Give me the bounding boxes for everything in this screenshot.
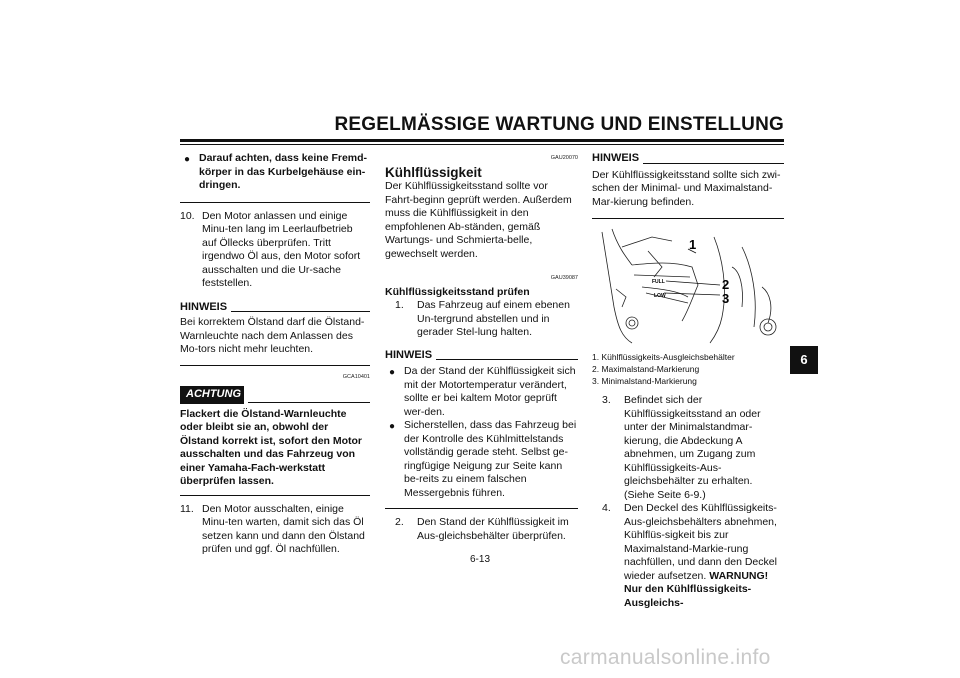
step-1 bbox=[395, 299, 578, 340]
caption-item: 2. Maximalstand-Markierung bbox=[592, 364, 700, 374]
hinweis-label: HINWEIS bbox=[592, 152, 640, 164]
full-mark: FULL bbox=[652, 279, 665, 285]
step-number: 2. bbox=[395, 516, 404, 528]
hinweis-heading bbox=[385, 349, 578, 363]
watermark: carmanualsonline.info bbox=[560, 646, 771, 669]
step-text: Den Stand der Kühlflüssigkeit im Aus-gleichsbehälter überprüfen. bbox=[417, 516, 569, 542]
caption-item: 1. Kühlflüssigkeits-Ausgleichsbehälter bbox=[592, 352, 735, 362]
bullet-dot: ● bbox=[389, 421, 396, 432]
chapter-tab: 6 bbox=[790, 346, 818, 374]
step-text: Das Fahrzeug auf einem ebenen Un-tergrund abstellen und in gerader Stel-lung halten. bbox=[417, 299, 570, 338]
column-2 bbox=[385, 152, 578, 543]
rule bbox=[180, 495, 370, 496]
hinweis-heading bbox=[592, 152, 784, 166]
code-label: GAU20070 bbox=[550, 155, 578, 161]
column-1 bbox=[180, 152, 370, 557]
step-text: Den Motor ausschalten, einige Minu-ten warten, damit sich das Öl setzen kann und dann den Ölstand prüfen und ggf. Öl nachfüllen. bbox=[202, 502, 365, 555]
low-mark: LOW bbox=[654, 293, 666, 299]
caption-item: 3. Minimalstand-Markierung bbox=[592, 376, 697, 386]
step-text: Den Deckel des Kühlflüssigkeits-Aus-gleichsbehälters abnehmen, Kühlflüs-sigkeit bis zur Maximalstand-Markie-rung nachfüllen, und dann den Deckel wieder aufsetzen. bbox=[624, 502, 777, 582]
step-text: Den Motor anlassen und einige Minu-ten lang im Leerlaufbetrieb auf Öllecks überprüfen. Tritt irgendwo Öl aus, den Motor sofort ausschalten und die Ur-sache feststellen. bbox=[202, 209, 361, 289]
bullet-foreign-bodies bbox=[180, 152, 370, 193]
coolant-reservoir-illustration bbox=[592, 227, 784, 345]
code-label: GCA10401 bbox=[342, 373, 370, 380]
step-number: 10. bbox=[180, 209, 195, 222]
step-11 bbox=[180, 503, 370, 557]
step-3 bbox=[602, 394, 784, 502]
step-number: 3. bbox=[602, 394, 611, 406]
header-rule bbox=[180, 139, 784, 142]
column-3 bbox=[592, 152, 784, 610]
step-4 bbox=[602, 502, 784, 610]
hinweis-text: Bei korrektem Ölstand darf die Ölstand-Warnleuchte nach dem Anlassen des Mo-tors nicht mehr leuchten. bbox=[180, 316, 365, 355]
achtung-text: Flackert die Ölstand-Warnleuchte oder bleibt sie an, obwohl der Ölstand korrekt ist, sofort den Motor ausschalten und das Fahrzeug von einer Yamaha-Fach-werkstatt überprüfen lassen. bbox=[180, 407, 363, 487]
bullet-item bbox=[385, 419, 578, 500]
rule bbox=[180, 202, 370, 203]
step-number: 1. bbox=[395, 299, 404, 311]
hinweis-text: Der Kühlflüssigkeitsstand sollte sich zwi-schen der Minimal- und Maximalstand-Mar-kierung befinden. bbox=[592, 168, 781, 208]
bullet-item bbox=[385, 365, 578, 419]
hinweis-label: HINWEIS bbox=[180, 300, 228, 313]
step-number: 11. bbox=[180, 502, 194, 515]
rule bbox=[385, 508, 578, 509]
coolant-reservoir-figure bbox=[592, 227, 784, 345]
callout-2: 2 bbox=[722, 277, 730, 292]
warning-text: WARNUNG! Nur den Kühlflüssigkeits-Ausgleichs- bbox=[624, 569, 769, 609]
figure-captions bbox=[592, 351, 784, 387]
step-number: 4. bbox=[602, 502, 611, 514]
sub-title: Kühlflüssigkeitsstand prüfen bbox=[385, 285, 530, 298]
achtung-label: ACHTUNG bbox=[180, 386, 244, 404]
callout-1: 1 bbox=[689, 237, 697, 252]
bullet-text: Darauf achten, dass keine Fremd-körper in das Kurbelgehäuse ein-dringen. bbox=[199, 152, 368, 191]
bullet-text: Da der Stand der Kühlflüssigkeit sich mit der Motortemperatur verändert, sollte er bei kaltem Motor geprüft wer-den. bbox=[404, 365, 576, 418]
step-2 bbox=[395, 516, 578, 543]
header-rule-thin bbox=[180, 144, 784, 145]
bullet-text: Sicherstellen, dass das Fahrzeug bei der Kontrolle des Kühlmittelstands vollständig gerade steht. Selbst ge-ringfügige Neigung zur Seite kann be-reits zu einem falschen Messergebnis führen. bbox=[404, 419, 577, 499]
step-text: Befindet sich der Kühlflüssigkeitsstand an oder unter der Minimalstandmar-kierung, die Abdeckung A abnehmen, um Zugang zum Kühlflüssigkeits-Aus-gleichsbehälter zu erhalten. (Siehe Seite 6-9.) bbox=[624, 394, 761, 501]
rule bbox=[592, 218, 784, 219]
achtung-heading bbox=[180, 386, 370, 404]
page-header-title: REGELMÄSSIGE WARTUNG UND EINSTELLUNG bbox=[334, 114, 784, 135]
rule bbox=[180, 365, 370, 366]
bullet-dot: ● bbox=[389, 367, 396, 378]
hinweis-label: HINWEIS bbox=[385, 348, 433, 361]
step-10 bbox=[180, 210, 370, 291]
code-label: GAU39087 bbox=[550, 275, 578, 281]
intro-text: Der Kühlflüssigkeitsstand sollte vor Fahrt-beginn geprüft werden. Außerdem muss die Kühlflüssigkeit in den empfohlenen Ab-ständen, gemäß Wartungs- und Schmierta-belle, gewechselt werden. bbox=[385, 180, 572, 260]
hinweis-heading bbox=[180, 301, 370, 315]
callout-3: 3 bbox=[722, 291, 730, 306]
section-title: Kühlflüssigkeit bbox=[385, 164, 482, 180]
bullet-dot: ● bbox=[184, 154, 191, 165]
page-number: 6-13 bbox=[469, 554, 490, 565]
